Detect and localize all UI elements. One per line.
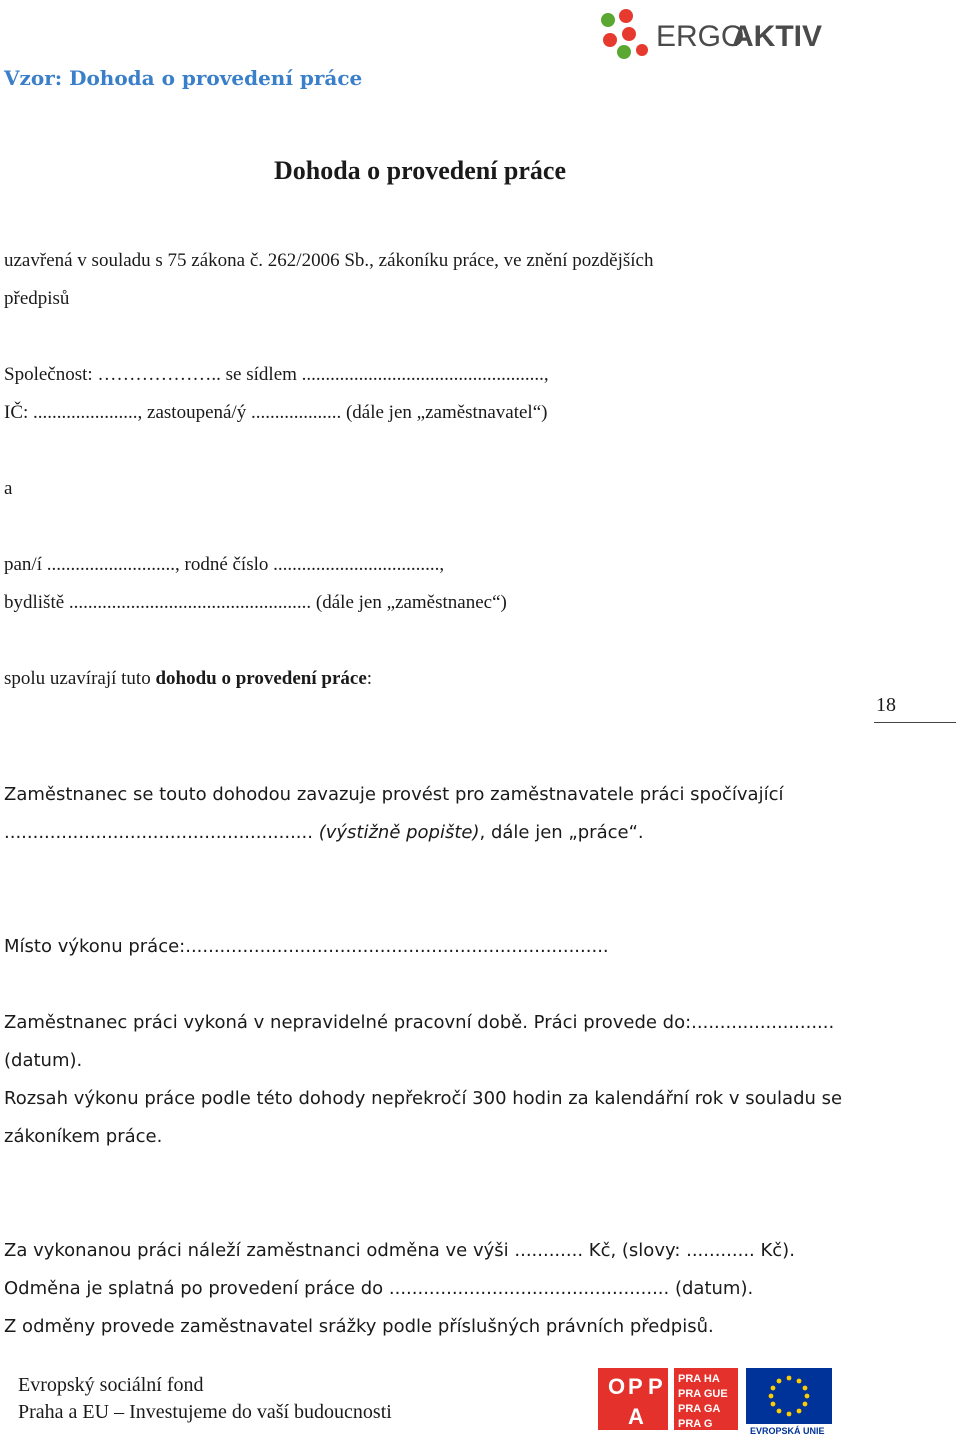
work-line-1: Zaměstnanec se touto dohodou zavazuje provést pro zaměstnavatele práci spočívající bbox=[4, 784, 784, 805]
footer-logos-icon bbox=[598, 1364, 834, 1436]
place-of-work: Místo výkonu práce:.......................................................................... bbox=[4, 936, 609, 957]
company-line-1: Společnost: ……………….. se sídlem ..................................................., bbox=[4, 364, 549, 385]
praha-row-4: PRA G bbox=[678, 1418, 713, 1430]
irregular-line-1: Zaměstnanec práci vykoná v nepravidelné pracovní době. Práci provede do:......................... bbox=[4, 1012, 835, 1033]
opp-letter-a: A bbox=[628, 1404, 644, 1429]
work-line-2-rest: , dále jen „práce“. bbox=[479, 822, 644, 843]
and-conjunction: a bbox=[4, 478, 13, 499]
footer-line-1: Evropský sociální fond bbox=[18, 1374, 204, 1396]
reward-line-1: Za vykonanou práci náleží zaměstnanci odměna ve výši ............ Kč, (slovy: ............ Kč). bbox=[4, 1240, 795, 1261]
agreement-prefix: spolu uzavírají tuto bbox=[4, 668, 156, 689]
work-dots: ...................................................... bbox=[4, 822, 319, 843]
page-number: 18 bbox=[876, 694, 896, 716]
work-description-hint: (výstižně popište) bbox=[318, 822, 480, 843]
page-number-rule bbox=[874, 722, 956, 723]
ergoaktiv-logo bbox=[596, 6, 836, 62]
reward-line-2: Odměna je splatná po provedení práce do ................................................. (datum). bbox=[4, 1278, 754, 1299]
eu-label: EVROPSKÁ UNIE bbox=[750, 1426, 825, 1436]
agreement-line bbox=[4, 668, 372, 690]
employee-line-1: pan/í ..........................., rodné číslo ..................................., bbox=[4, 554, 445, 575]
ergoaktiv-logo-icon bbox=[596, 6, 836, 62]
logo-text-light: ERGO bbox=[656, 20, 745, 53]
logo-text-bold: AKTIV bbox=[732, 20, 822, 53]
opp-letter-p1: P bbox=[628, 1374, 643, 1399]
intro-line-1: uzavřená v souladu s 75 zákona č. 262/2006 Sb., zákoníku práce, ve znění pozdějších bbox=[4, 250, 654, 271]
praha-row-3: PRA GA bbox=[678, 1403, 721, 1415]
employee-line-2: bydliště ................................................... (dále jen „zaměstnanec“) bbox=[4, 592, 507, 613]
company-line-2: IČ: ......................, zastoupená/ý ................... (dále jen „zaměstnavatel“) bbox=[4, 402, 548, 423]
scope-line-1: Rozsah výkonu práce podle této dohody nepřekročí 300 hodin za kalendářní rok v souladu se bbox=[4, 1088, 843, 1109]
header-title: Vzor: Dohoda o provedení práce bbox=[4, 66, 363, 90]
praha-row-2: PRA GUE bbox=[678, 1388, 728, 1400]
opp-letter-p2: P bbox=[648, 1374, 663, 1399]
work-line-2 bbox=[4, 822, 644, 843]
irregular-line-2: (datum). bbox=[4, 1050, 83, 1071]
opp-letter-o: O bbox=[608, 1374, 626, 1399]
praha-row-1: PRA HA bbox=[678, 1373, 720, 1385]
reward-line-3: Z odměny provede zaměstnavatel srážky podle příslušných právních předpisů. bbox=[4, 1316, 714, 1337]
agreement-bold: dohodu o provedení práce bbox=[155, 668, 367, 689]
footer-line-2: Praha a EU – Investujeme do vaší budoucnosti bbox=[18, 1401, 392, 1423]
intro-line-2: předpisů bbox=[4, 288, 70, 309]
scope-line-2: zákoníkem práce. bbox=[4, 1126, 163, 1147]
footer-logos bbox=[598, 1364, 834, 1436]
agreement-suffix: : bbox=[366, 668, 373, 689]
document-title: Dohoda o provedení práce bbox=[273, 156, 567, 185]
